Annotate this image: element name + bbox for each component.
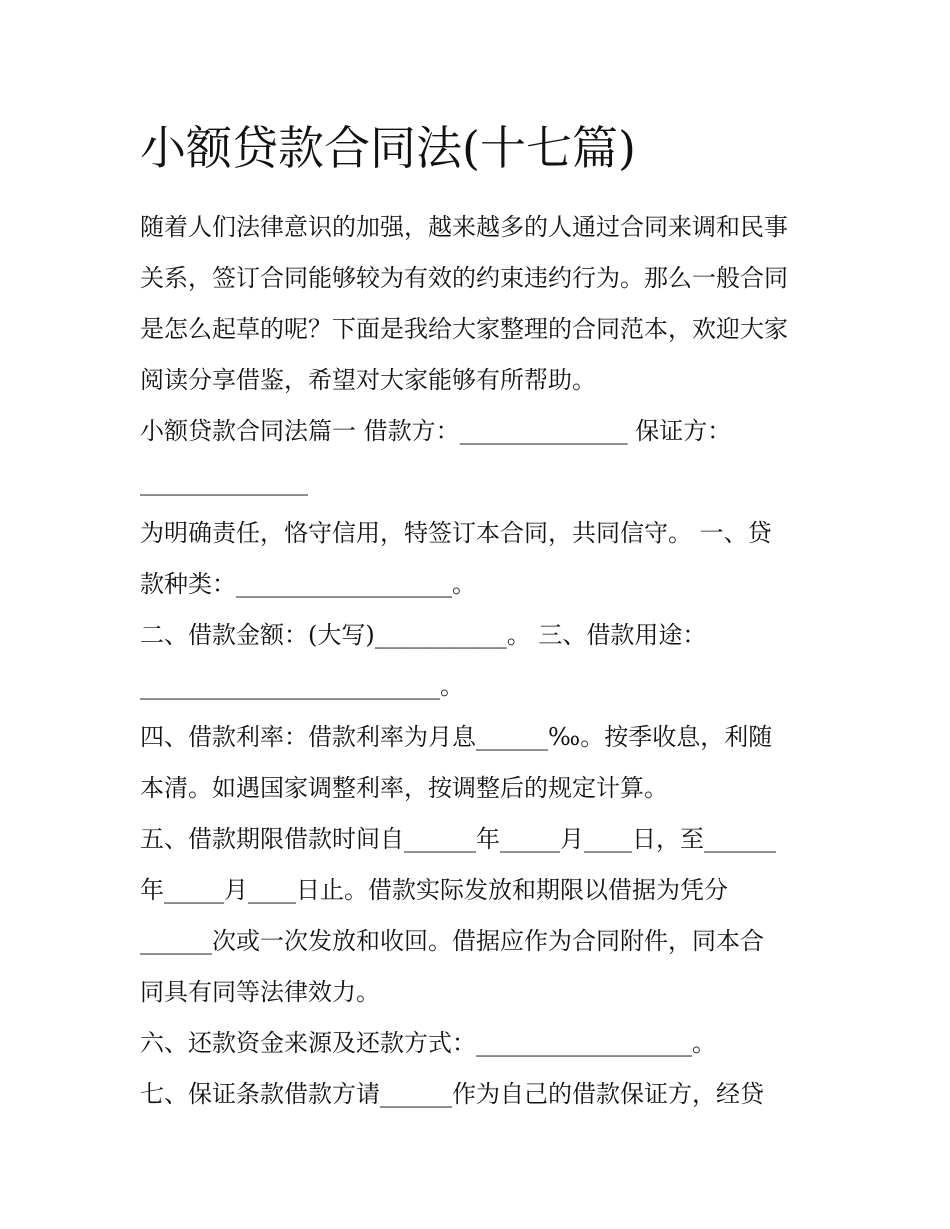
body-line-1: 随着人们法律意识的加强，越来越多的人通过合同来调和民事 (140, 213, 788, 241)
document-page (140, 116, 830, 1120)
body-line-15: ______次或一次发放和收回。借据应作为合同附件，同本合 (140, 927, 764, 955)
document-title: 小额贷款合同法(十七篇) (140, 121, 636, 175)
body-line-3: 是怎么起草的呢？下面是我给大家整理的合同范本，欢迎大家 (140, 315, 788, 343)
body-line-13: 五、借款期限借款时间自______年_____月____日，至______ (140, 825, 776, 853)
body-line-9: 二、借款金额：(大写)___________。 三、借款用途： (140, 621, 707, 649)
body-line-7: 为明确责任，恪守信用，特签订本合同，共同信守。 一、贷 (140, 519, 772, 547)
body-line-4: 阅读分享借鉴，希望对大家能够有所帮助。 (140, 366, 596, 394)
body-line-18: 七、保证条款借款方请______作为自己的借款保证方，经贷 (140, 1080, 764, 1108)
body-line-5: 小额贷款合同法篇一 借款方：______________ 保证方： (140, 417, 732, 445)
body-line-17: 六、还款资金来源及还款方式：__________________。 (140, 1029, 716, 1057)
body-line-16: 同具有同等法律效力。 (140, 978, 380, 1006)
body-line-8: 款种类：__________________。 (140, 570, 476, 598)
body-line-12: 本清。如遇国家调整利率，按调整后的规定计算。 (140, 774, 668, 802)
body-line-6: ______________ (140, 468, 308, 496)
body-line-11: 四、借款利率：借款利率为月息______‰。按季收息，利随 (140, 723, 773, 751)
body-line-14: 年_____月____日止。借款实际发放和期限以借据为凭分 (140, 876, 728, 904)
body-line-10: _________________________。 (140, 672, 464, 700)
body-line-2: 关系，签订合同能够较为有效的约束违约行为。那么一般合同 (140, 264, 788, 292)
